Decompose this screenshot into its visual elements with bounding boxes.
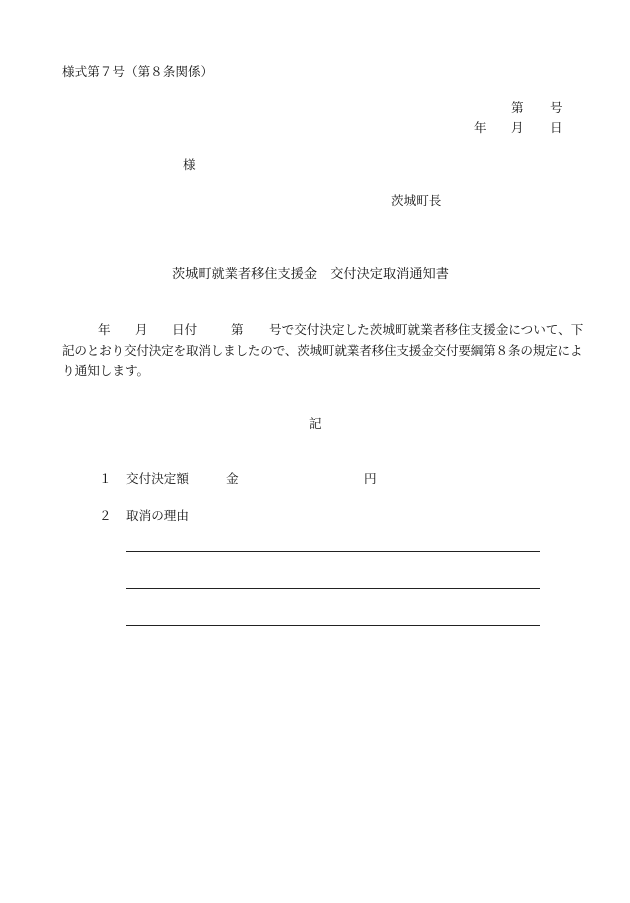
- item-1-label: 交付決定額: [126, 471, 189, 486]
- reason-line-1: [126, 551, 540, 552]
- date-month: 月: [511, 120, 524, 135]
- body-line-2: 記のとおり交付決定を取消しましたので、茨城町就業者移住支援金交付要綱第８条の規定によ: [62, 343, 583, 358]
- body-year: 年: [98, 322, 111, 337]
- form-number: 様式第７号（第８条関係）: [62, 64, 214, 79]
- item-1-number: １: [99, 471, 112, 486]
- reason-line-3: [126, 625, 540, 626]
- ki-heading: 記: [309, 416, 322, 431]
- body-line-1: 号で交付決定した茨城町就業者移住支援金について、下: [269, 322, 584, 337]
- body-day: 日付: [172, 322, 198, 337]
- date-year: 年: [474, 120, 487, 135]
- item-2-label: 取消の理由: [126, 508, 189, 523]
- doc-number-prefix: 第: [511, 100, 524, 115]
- document-title: 茨城町就業者移住支援金 交付決定取消通知書: [172, 267, 449, 282]
- body-line-3: り通知します。: [62, 363, 150, 378]
- item-1-unit: 円: [364, 471, 377, 486]
- date-day: 日: [550, 120, 563, 135]
- reason-line-2: [126, 588, 540, 589]
- item-2-number: ２: [99, 508, 112, 523]
- body-number: 第: [231, 322, 244, 337]
- addressee-suffix: 様: [183, 157, 196, 172]
- body-month: 月: [135, 322, 148, 337]
- doc-number-suffix: 号: [550, 100, 563, 115]
- issuer: 茨城町長: [391, 193, 442, 208]
- item-1-prefix: 金: [226, 471, 239, 486]
